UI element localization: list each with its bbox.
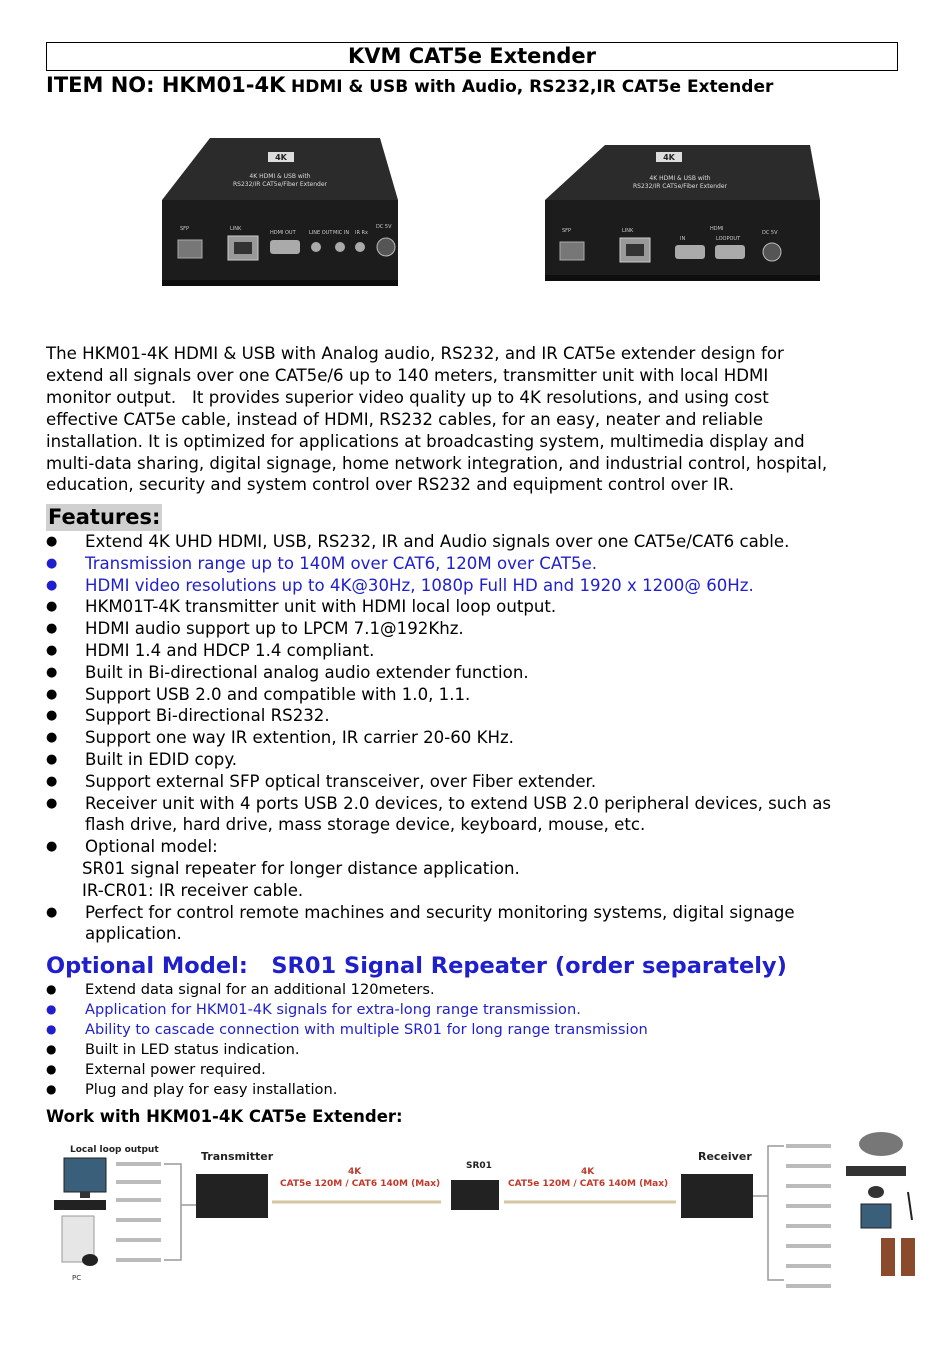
transmitter-icon: [196, 1174, 268, 1218]
span1-cable-label: CAT5e 120M / CAT6 140M (Max): [280, 1179, 441, 1189]
svg-text:RS232/IR CAT5e/Fiber Extender: RS232/IR CAT5e/Fiber Extender: [232, 181, 328, 188]
svg-text:LINE OUT: LINE OUT: [309, 230, 333, 236]
optional-model-list: [46, 980, 906, 1099]
sr01-label: SR01: [466, 1161, 492, 1171]
feature-item: ● Receiver unit with 4 ports USB 2.0 devices, to extend USB 2.0 peripheral devices, such as: [46, 793, 916, 815]
intro-line: extend all signals over one CAT5e/6 up to 140 meters, transmitter unit with local HDMI: [46, 365, 769, 385]
optional-item: ● External power required.: [46, 1060, 906, 1080]
item-number-line: [46, 73, 773, 97]
receiver-unit-image: [545, 145, 820, 281]
intro-line: The HKM01-4K HDMI & USB with Analog audio, RS232, and IR CAT5e extender design for: [46, 344, 784, 363]
feature-item: ● Built in EDID copy.: [46, 749, 916, 771]
svg-text:SFP: SFP: [180, 226, 190, 232]
svg-text:LINK: LINK: [622, 228, 634, 234]
transmitter-unit-image: [162, 138, 398, 286]
local-loop-label: Local loop output: [70, 1145, 159, 1155]
keyboard-icon: [846, 1166, 906, 1176]
optional-model-heading: Optional Model: SR01 Signal Repeater (order separately): [46, 953, 787, 979]
optional-item: ● Plug and play for easy installation.: [46, 1080, 906, 1100]
feature-subitem: IR-CR01: IR receiver cable.: [82, 880, 304, 900]
optional-item: ● Built in LED status indication.: [46, 1040, 906, 1060]
feature-item: ● Support USB 2.0 and compatible with 1.0, 1.1.: [46, 684, 916, 706]
receiver-icon: [681, 1174, 753, 1218]
span2-4k: 4K: [581, 1167, 595, 1177]
features-heading: Features:: [48, 505, 161, 529]
feature-item: ● HDMI video resolutions up to 4K@30Hz, 1080p Full HD and 1920 x 1200@ 60Hz.: [46, 575, 916, 597]
feature-item: ● HDMI audio support up to LPCM 7.1@192Khz.: [46, 618, 916, 640]
optional-item: ● Application for HKM01-4K signals for extra-long range transmission.: [46, 1000, 906, 1020]
intro-line: installation. It is optimized for applications at broadcasting system, multimedia display and: [46, 431, 805, 451]
feature-subitem: SR01 signal repeater for longer distance application.: [82, 858, 520, 878]
mouse-icon: [82, 1254, 98, 1266]
svg-text:MIC IN: MIC IN: [333, 230, 350, 236]
work-with-heading: Work with HKM01-4K CAT5e Extender:: [46, 1107, 403, 1126]
feature-item: ● Extend 4K UHD HDMI, USB, RS232, IR and Audio signals over one CAT5e/CAT6 cable.: [46, 531, 916, 553]
feature-item-continuation: flash drive, hard drive, mass storage device, keyboard, mouse, etc.: [85, 815, 646, 835]
sr01-icon: [451, 1180, 499, 1210]
touch-monitor-icon: [861, 1204, 891, 1228]
feature-item: ● HKM01T-4K transmitter unit with HDMI local loop output.: [46, 596, 916, 618]
item-number: ITEM NO: HKM01-4K: [46, 73, 286, 97]
feature-item: ● Optional model:: [46, 836, 916, 858]
monitor-icon: [64, 1158, 106, 1192]
intro-line: monitor output. It provides superior video quality up to 4K resolutions, and using cost: [46, 387, 769, 407]
feature-item: ● Support one way IR extention, IR carrier 20-60 KHz.: [46, 727, 916, 749]
intro-line: effective CAT5e cable, instead of HDMI, RS232 cables, for an easy, neater and reliable: [46, 409, 764, 429]
microphone-icon: [908, 1192, 912, 1220]
svg-text:RS232/IR CAT5e/Fiber Extender: RS232/IR CAT5e/Fiber Extender: [632, 183, 728, 190]
svg-text:HDMI OUT: HDMI OUT: [270, 230, 296, 236]
features-list: [46, 531, 916, 945]
intro-line: education, security and system control over RS232 and equipment control over IR.: [46, 475, 734, 495]
speaker-left-icon: [881, 1238, 895, 1276]
speaker-right-icon: [901, 1238, 915, 1276]
feature-item: ● HDMI 1.4 and HDCP 1.4 compliant.: [46, 640, 916, 662]
product-photo: [150, 130, 830, 300]
svg-text:LINK: LINK: [230, 226, 242, 232]
span2-cable-label: CAT5e 120M / CAT6 140M (Max): [508, 1179, 669, 1189]
transmitter-label: Transmitter: [201, 1150, 274, 1163]
dvr-icon: [54, 1200, 106, 1210]
feature-item: ● Transmission range up to 140M over CAT6, 120M over CAT5e.: [46, 553, 916, 575]
feature-item: ● Perfect for control remote machines and security monitoring systems, digital signage: [46, 902, 916, 924]
svg-text:DC 5V: DC 5V: [376, 224, 392, 230]
tx-4k-badge: 4K: [275, 153, 287, 162]
rx-4k-badge: 4K: [663, 153, 675, 162]
feature-item: ● Support Bi-directional RS232.: [46, 705, 916, 727]
connection-diagram: [46, 1130, 918, 1302]
svg-text:LOOPOUT: LOOPOUT: [716, 236, 741, 242]
mouse-icon: [868, 1186, 884, 1198]
intro-line: multi-data sharing, digital signage, home network integration, and industrial control, hospital,: [46, 453, 828, 473]
svg-text:4K HDMI & USB with: 4K HDMI & USB with: [249, 173, 311, 180]
svg-text:HDMI: HDMI: [710, 226, 724, 232]
feature-item: ● Built in Bi-directional analog audio extender function.: [46, 662, 916, 684]
svg-text:DC 5V: DC 5V: [762, 230, 778, 236]
svg-text:4K HDMI & USB with: 4K HDMI & USB with: [649, 175, 711, 182]
optional-item: ● Extend data signal for an additional 120meters.: [46, 980, 906, 1000]
svg-text:IN: IN: [680, 236, 686, 242]
receiver-label: Receiver: [698, 1150, 752, 1163]
intro-paragraph: [46, 343, 906, 496]
feature-item-continuation: application.: [85, 924, 182, 944]
span1-4k: 4K: [348, 1167, 362, 1177]
projector-icon: [859, 1132, 903, 1156]
item-description: HDMI & USB with Audio, RS232,IR CAT5e Extender: [290, 77, 774, 97]
svg-text:SFP: SFP: [562, 228, 572, 234]
pc-label: PC: [72, 1274, 82, 1282]
optional-item: ● Ability to cascade connection with multiple SR01 for long range transmission: [46, 1020, 906, 1040]
svg-text:IR Rx: IR Rx: [355, 230, 368, 236]
document-title: KVM CAT5e Extender: [46, 42, 898, 71]
feature-item: ● Support external SFP optical transceiver, over Fiber extender.: [46, 771, 916, 793]
